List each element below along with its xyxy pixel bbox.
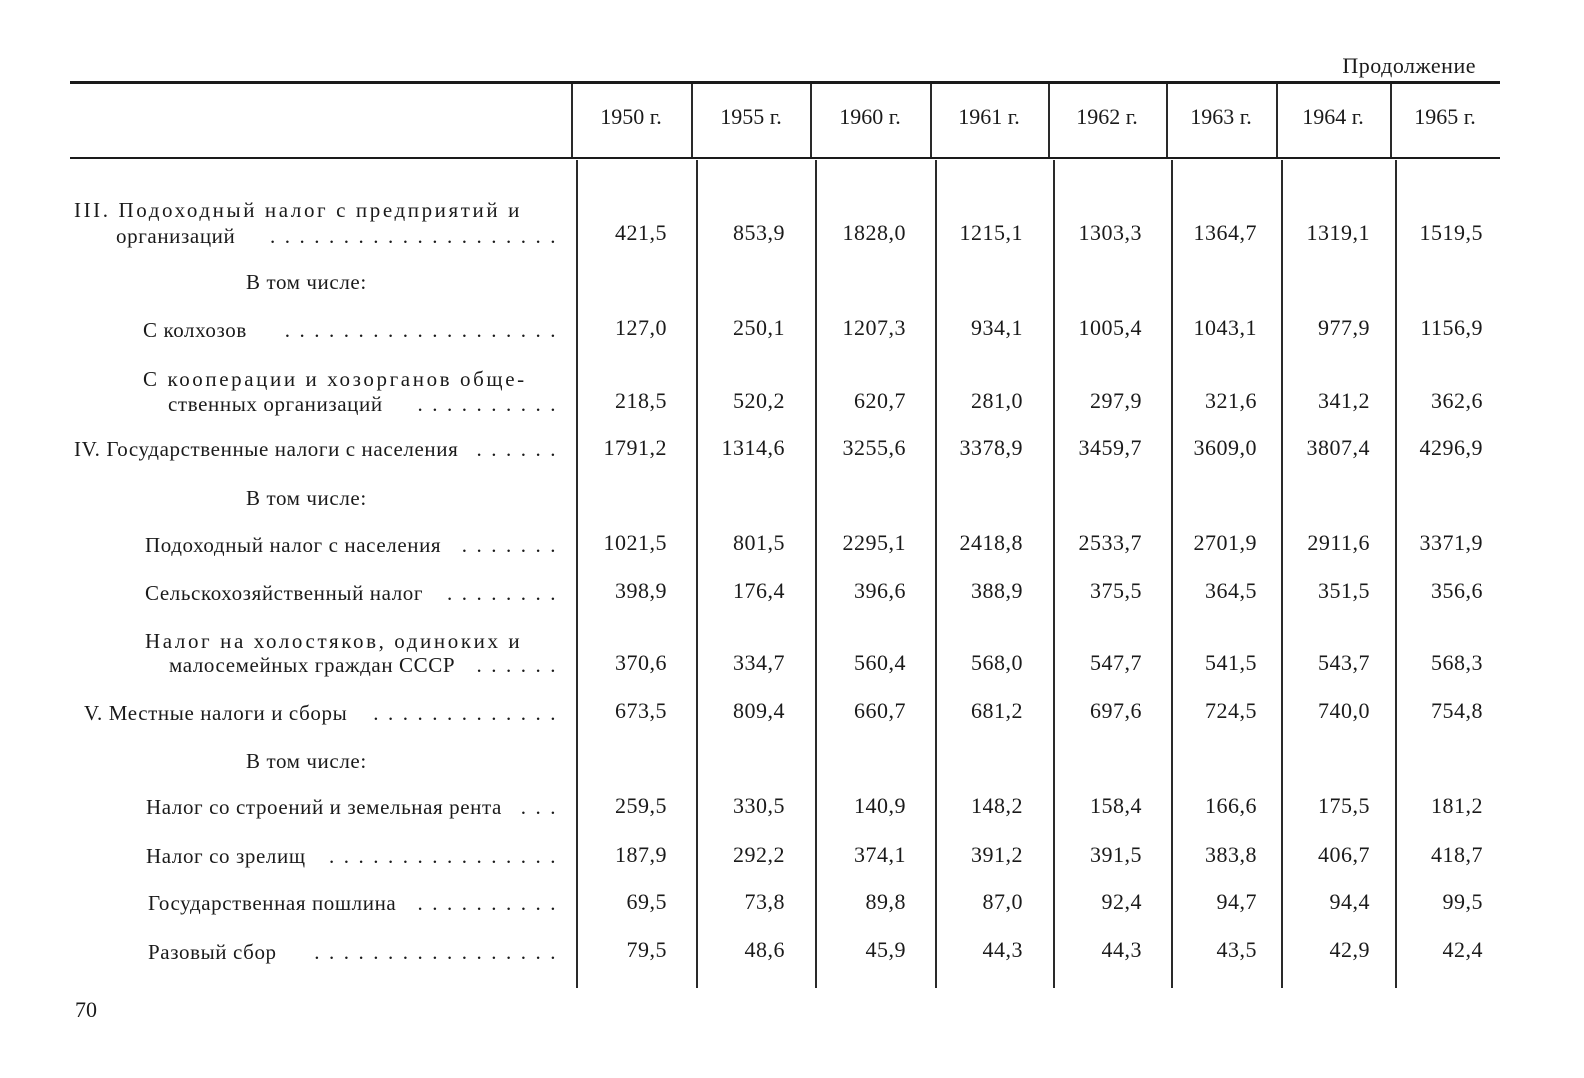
- table-cell: 218,5: [615, 388, 667, 413]
- table-cell: 87,0: [982, 889, 1023, 914]
- table-cell: 94,7: [1216, 889, 1257, 914]
- year-header: 1964 г.: [1302, 104, 1364, 129]
- table-cell: 42,9: [1329, 937, 1370, 962]
- year-header: 1960 г.: [839, 104, 901, 129]
- table-cell: 187,9: [615, 842, 667, 867]
- year-header: 1963 г.: [1190, 104, 1252, 129]
- year-header: 1962 г.: [1076, 104, 1138, 129]
- row-label: [169, 653, 455, 678]
- table-cell: 175,5: [1318, 793, 1370, 818]
- table-cell: 89,8: [865, 889, 906, 914]
- row-label-text: Сельскохозяйственный налог: [145, 581, 424, 605]
- column-separator: [691, 84, 693, 157]
- row-label: [74, 437, 458, 462]
- table-cell: 69,5: [626, 889, 667, 914]
- table-cell: 356,6: [1431, 578, 1483, 603]
- column-separator: [810, 84, 812, 157]
- leader-dots: .............: [373, 701, 565, 725]
- table-cell: 364,5: [1205, 578, 1257, 603]
- column-separator: [571, 84, 573, 157]
- table-cell: 148,2: [971, 793, 1023, 818]
- table-cell: 73,8: [744, 889, 785, 914]
- table-cell: 4296,9: [1419, 435, 1483, 460]
- table-cell: 48,6: [744, 937, 785, 962]
- column-separator: [696, 160, 698, 988]
- leader-dots: .................: [314, 940, 565, 964]
- row-label: [143, 318, 247, 343]
- table-cell: 541,5: [1205, 650, 1257, 675]
- table-cell: 740,0: [1318, 698, 1370, 723]
- column-separator: [576, 160, 578, 988]
- table-cell: 391,5: [1090, 842, 1142, 867]
- table-cell: 1364,7: [1193, 220, 1257, 245]
- table-cell: 391,2: [971, 842, 1023, 867]
- row-label: [146, 795, 502, 820]
- table-cell: 3807,4: [1306, 435, 1370, 460]
- table-cell: 2533,7: [1078, 530, 1142, 555]
- table-cell: 673,5: [615, 698, 667, 723]
- year-header: 1955 г.: [720, 104, 782, 129]
- row-label-text: IV. Государственные налоги с населения: [74, 437, 459, 461]
- row-label: [84, 701, 347, 726]
- table-cell: 2911,6: [1307, 530, 1370, 555]
- table-cell: 1319,1: [1306, 220, 1370, 245]
- leader-dots: ...................: [284, 318, 565, 342]
- table-cell: 370,6: [615, 650, 667, 675]
- table-cell: 406,7: [1318, 842, 1370, 867]
- row-label: [116, 224, 235, 249]
- column-separator: [1053, 160, 1055, 988]
- table-cell: 94,4: [1329, 889, 1370, 914]
- header-rule: [70, 157, 1500, 159]
- table-cell: 697,6: [1090, 698, 1142, 723]
- table-cell: 3609,0: [1193, 435, 1257, 460]
- table-cell: 1005,4: [1078, 315, 1142, 340]
- table-cell: 568,3: [1431, 650, 1483, 675]
- table-cell: 2701,9: [1193, 530, 1257, 555]
- table-cell: 341,2: [1318, 388, 1370, 413]
- table-cell: 3371,9: [1419, 530, 1483, 555]
- leader-dots: ......: [476, 653, 565, 677]
- table-cell: 1519,5: [1419, 220, 1483, 245]
- table-cell: 44,3: [1101, 937, 1142, 962]
- table-cell: 754,8: [1431, 698, 1483, 723]
- leader-dots: ..........: [417, 891, 565, 915]
- table-cell: 281,0: [971, 388, 1023, 413]
- table-cell: 620,7: [854, 388, 906, 413]
- table-cell: 1207,3: [842, 315, 906, 340]
- table-cell: 43,5: [1216, 937, 1257, 962]
- table-cell: 3459,7: [1078, 435, 1142, 460]
- leader-dots: .......: [461, 533, 565, 557]
- subheading: В том числе:: [246, 486, 367, 510]
- table-cell: 259,5: [615, 793, 667, 818]
- row-label: [148, 891, 396, 916]
- table-cell: 1021,5: [603, 530, 667, 555]
- table-cell: 321,6: [1205, 388, 1257, 413]
- column-separator: [1166, 84, 1168, 157]
- table-cell: 92,4: [1101, 889, 1142, 914]
- table-cell: 1156,9: [1420, 315, 1483, 340]
- leader-dots: ....................: [270, 224, 565, 248]
- table-cell: 568,0: [971, 650, 1023, 675]
- table-cell: 543,7: [1318, 650, 1370, 675]
- table-cell: 362,6: [1431, 388, 1483, 413]
- table-cell: 176,4: [733, 578, 785, 603]
- table-cell: 1215,1: [959, 220, 1023, 245]
- row-label-text: III. Подоходный налог с предприятий и: [74, 198, 522, 222]
- column-separator: [1281, 160, 1283, 988]
- row-label-text: Налог на холостяков, одиноких и: [145, 629, 523, 653]
- table-cell: 250,1: [733, 315, 785, 340]
- table-cell: 388,9: [971, 578, 1023, 603]
- column-separator: [1171, 160, 1173, 988]
- row-label-text: Налог со строений и земельная рента: [146, 795, 502, 819]
- table-cell: 396,6: [854, 578, 906, 603]
- table-cell: 140,9: [854, 793, 906, 818]
- table-cell: 374,1: [854, 842, 906, 867]
- row-label: [145, 581, 423, 606]
- table-cell: 934,1: [971, 315, 1023, 340]
- row-label-text: ственных организаций: [168, 392, 383, 416]
- table-cell: 297,9: [1090, 388, 1142, 413]
- row-label-text: организаций: [116, 224, 236, 248]
- leader-dots: ..........: [417, 392, 565, 416]
- table-cell: 1314,6: [721, 435, 785, 460]
- table-cell: 1828,0: [842, 220, 906, 245]
- column-separator: [1395, 160, 1397, 988]
- table-cell: 853,9: [733, 220, 785, 245]
- table-cell: 1303,3: [1078, 220, 1142, 245]
- table-cell: 44,3: [982, 937, 1023, 962]
- table-cell: 351,5: [1318, 578, 1370, 603]
- table-cell: 3255,6: [842, 435, 906, 460]
- table-cell: 681,2: [971, 698, 1023, 723]
- continuation-note: Продолжение: [1342, 53, 1476, 78]
- table-cell: 375,5: [1090, 578, 1142, 603]
- row-label-text: С колхозов: [143, 318, 247, 342]
- column-separator: [1048, 84, 1050, 157]
- table-cell: 809,4: [733, 698, 785, 723]
- table-cell: 330,5: [733, 793, 785, 818]
- subheading: В том числе:: [246, 749, 367, 773]
- leader-dots: ...: [520, 795, 565, 819]
- row-label: [148, 940, 277, 965]
- table-cell: 724,5: [1205, 698, 1257, 723]
- row-label-text: С кооперации и хозорганов обще-: [143, 367, 527, 391]
- table-cell: 421,5: [615, 220, 667, 245]
- row-label-text: Разовый сбор: [148, 940, 277, 964]
- row-label-text: V. Местные налоги и сборы: [84, 701, 348, 725]
- column-separator: [1390, 84, 1392, 157]
- table-cell: 560,4: [854, 650, 906, 675]
- column-separator: [1276, 84, 1278, 157]
- year-header: 1961 г.: [958, 104, 1020, 129]
- row-label-text: Налог со зрелищ: [146, 844, 306, 868]
- table-cell: 660,7: [854, 698, 906, 723]
- row-label: [145, 629, 522, 654]
- table-cell: 166,6: [1205, 793, 1257, 818]
- table-cell: 801,5: [733, 530, 785, 555]
- table-cell: 1791,2: [603, 435, 667, 460]
- table-cell: 520,2: [733, 388, 785, 413]
- table-cell: 418,7: [1431, 842, 1483, 867]
- table-cell: 42,4: [1442, 937, 1483, 962]
- table-cell: 383,8: [1205, 842, 1257, 867]
- row-label-text: Государственная пошлина: [148, 891, 397, 915]
- row-label: [143, 367, 527, 392]
- top-rule: [70, 81, 1500, 84]
- leader-dots: ................: [329, 844, 565, 868]
- table-cell: 334,7: [733, 650, 785, 675]
- table-cell: 99,5: [1442, 889, 1483, 914]
- row-label: [74, 198, 522, 223]
- column-separator: [930, 84, 932, 157]
- row-label-text: Подоходный налог с населения: [145, 533, 442, 557]
- table-cell: 181,2: [1431, 793, 1483, 818]
- table-cell: 45,9: [865, 937, 906, 962]
- year-header: 1950 г.: [600, 104, 662, 129]
- table-cell: 3378,9: [959, 435, 1023, 460]
- subheading: В том числе:: [246, 270, 367, 294]
- table-cell: 158,4: [1090, 793, 1142, 818]
- column-separator: [815, 160, 817, 988]
- table-cell: 2295,1: [842, 530, 906, 555]
- row-label-text: малосемейных граждан СССР: [169, 653, 456, 677]
- table-cell: 79,5: [626, 937, 667, 962]
- table-cell: 292,2: [733, 842, 785, 867]
- table-cell: 127,0: [615, 315, 667, 340]
- column-separator: [935, 160, 937, 988]
- row-label: [146, 844, 306, 869]
- leader-dots: ........: [447, 581, 565, 605]
- table-cell: 2418,8: [959, 530, 1023, 555]
- leader-dots: ......: [476, 437, 565, 461]
- row-label: [168, 392, 383, 417]
- row-label: [145, 533, 441, 558]
- table-cell: 547,7: [1090, 650, 1142, 675]
- table-cell: 977,9: [1318, 315, 1370, 340]
- table-cell: 1043,1: [1193, 315, 1257, 340]
- page-number: 70: [75, 997, 97, 1022]
- table-cell: 398,9: [615, 578, 667, 603]
- year-header: 1965 г.: [1414, 104, 1476, 129]
